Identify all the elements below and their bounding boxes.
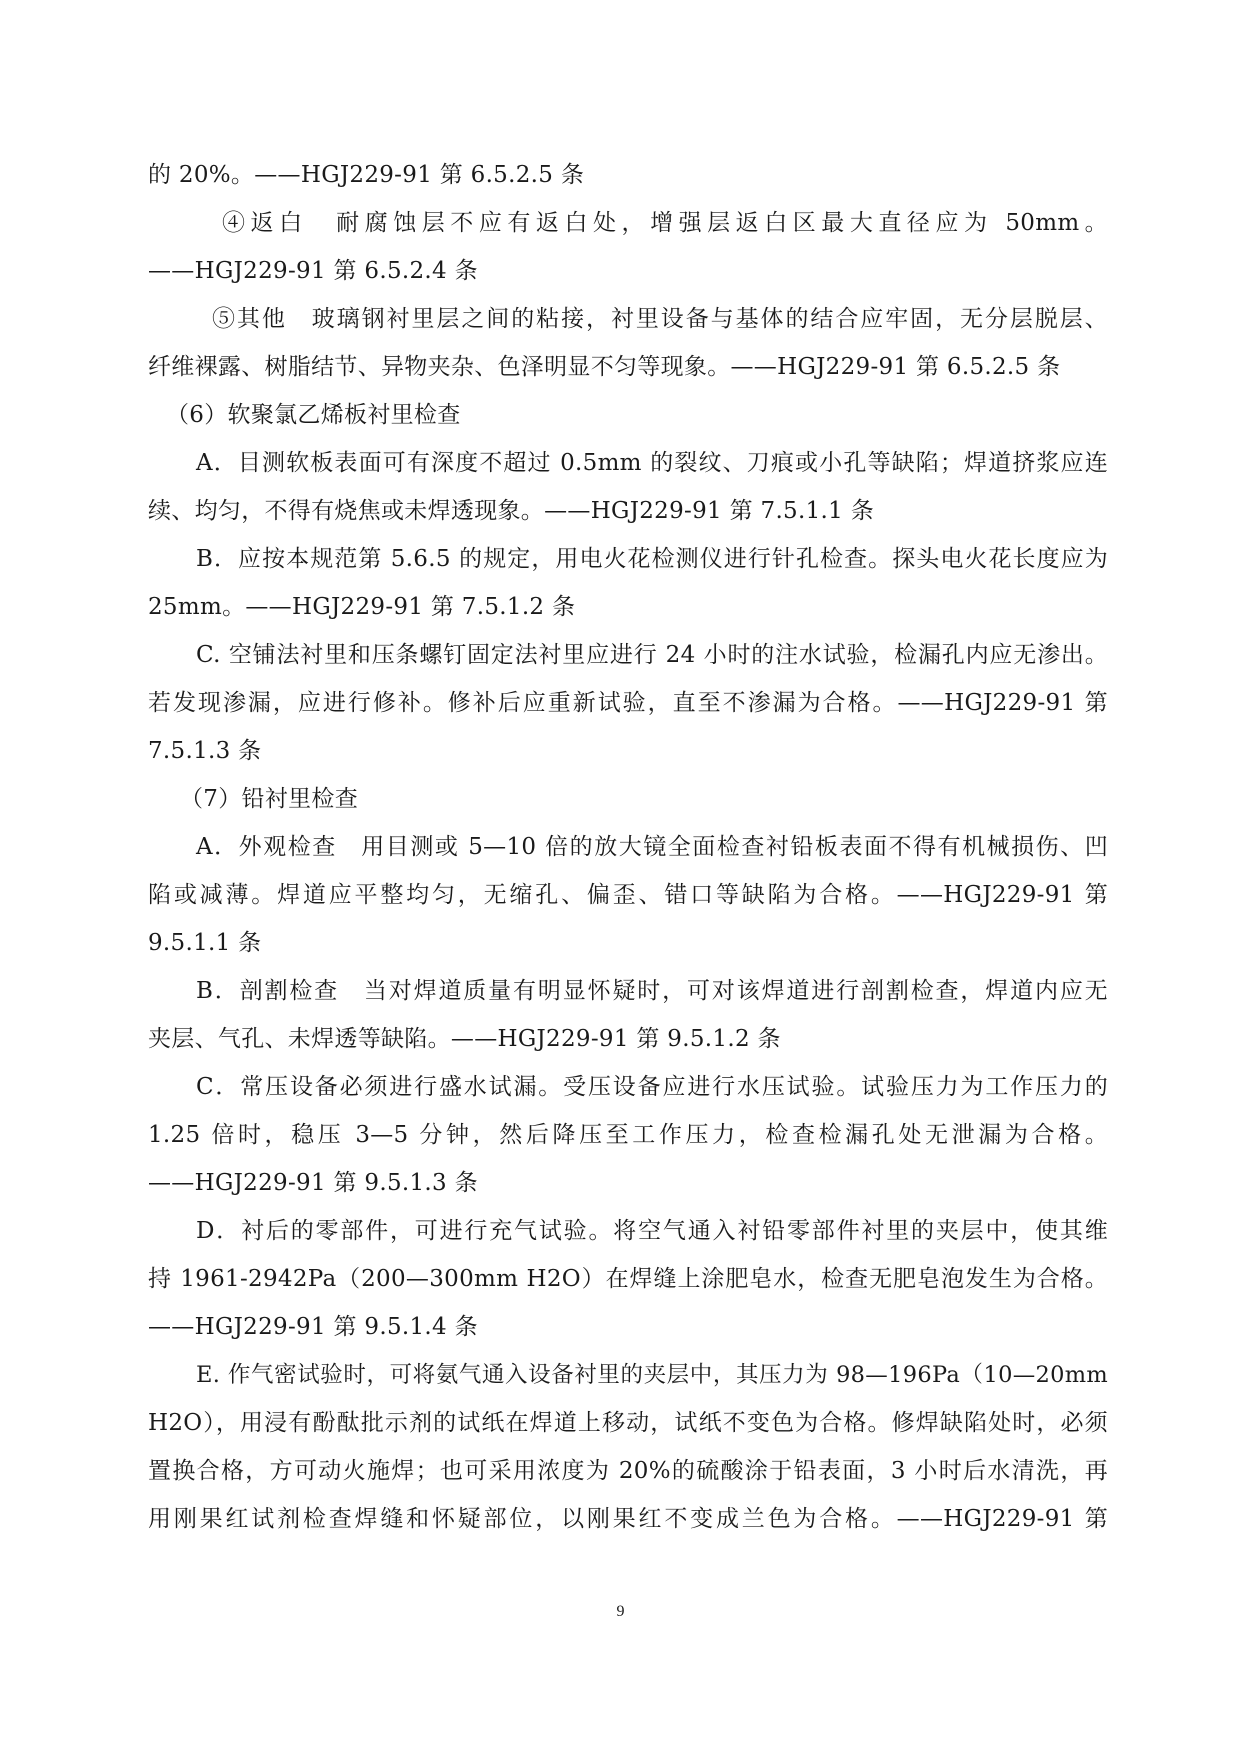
text-line: A．外观检查 用目测或 5—10 倍的放大镜全面检查衬铅板表面不得有机械损伤、凹 [196, 834, 1108, 860]
text-line: 置换合格，方可动火施焊；也可采用浓度为 20%的硫酸涂于铅表面，3 小时后水清洗，再 [148, 1458, 1108, 1484]
text-line: B．剖割检查 当对焊道质量有明显怀疑时，可对该焊道进行剖割检查，焊道内应无 [196, 978, 1108, 1004]
text-line: 1.25 倍时，稳压 3—5 分钟，然后降压至工作压力，检查检漏孔处无泄漏为合格。 [148, 1122, 1108, 1148]
text-line: 用刚果红试剂检查焊缝和怀疑部位，以刚果红不变成兰色为合格。——HGJ229-91 第 [148, 1506, 1108, 1532]
text-line: 纤维裸露、树脂结节、异物夹杂、色泽明显不匀等现象。——HGJ229-91 第 6.5.2.5 条 [148, 354, 1061, 380]
page-number: 9 [616, 1603, 625, 1620]
text-line: 7.5.1.3 条 [148, 738, 262, 764]
text-line: 持 1961-2942Pa（200—300mm H2O）在焊缝上涂肥皂水，检查无肥皂泡发生为合格。 [148, 1266, 1108, 1292]
text-line: 的 20%。——HGJ229-91 第 6.5.2.5 条 [148, 162, 585, 188]
section-heading: （7）铅衬里检查 [180, 786, 359, 812]
text-line: E. 作气密试验时，可将氨气通入设备衬里的夹层中，其压力为 98—196Pa（10—20mm [196, 1362, 1108, 1388]
text-line: 若发现渗漏，应进行修补。修补后应重新试验，直至不渗漏为合格。——HGJ229-91 第 [148, 690, 1108, 716]
text-line: 25mm。——HGJ229-91 第 7.5.1.2 条 [148, 594, 576, 620]
text-line: H2O），用浸有酚酞批示剂的试纸在焊道上移动，试纸不变色为合格。修焊缺陷处时，必须 [148, 1410, 1108, 1436]
section-heading: （6）软聚氯乙烯板衬里检查 [166, 402, 461, 428]
text-line: C．常压设备必须进行盛水试漏。受压设备应进行水压试验。试验压力为工作压力的 [196, 1074, 1108, 1100]
text-line: 续、均匀，不得有烧焦或未焊透现象。——HGJ229-91 第 7.5.1.1 条 [148, 498, 874, 524]
text-line: B．应按本规范第 5.6.5 的规定，用电火花检测仪进行针孔检查。探头电火花长度应为 [196, 546, 1108, 572]
text-line: 9.5.1.1 条 [148, 930, 262, 956]
text-line: A．目测软板表面可有深度不超过 0.5mm 的裂纹、刀痕或小孔等缺陷；焊道挤浆应连 [196, 450, 1108, 476]
text-line: ④返白 耐腐蚀层不应有返白处，增强层返白区最大直径应为 50mm。 [222, 210, 1108, 236]
text-line: ——HGJ229-91 第 6.5.2.4 条 [148, 258, 478, 284]
text-line: ——HGJ229-91 第 9.5.1.3 条 [148, 1170, 478, 1196]
text-line: 夹层、气孔、未焊透等缺陷。——HGJ229-91 第 9.5.1.2 条 [148, 1026, 781, 1052]
text-line: D．衬后的零部件，可进行充气试验。将空气通入衬铅零部件衬里的夹层中，使其维 [196, 1218, 1108, 1244]
text-line: C. 空铺法衬里和压条螺钉固定法衬里应进行 24 小时的注水试验，检漏孔内应无渗出。 [196, 642, 1108, 668]
text-line: 陷或减薄。焊道应平整均匀，无缩孔、偏歪、错口等缺陷为合格。——HGJ229-91 第 [148, 882, 1108, 908]
text-line: ⑤其他 玻璃钢衬里层之间的粘接，衬里设备与基体的结合应牢固，无分层脱层、 [212, 306, 1108, 332]
text-line: ——HGJ229-91 第 9.5.1.4 条 [148, 1314, 478, 1340]
